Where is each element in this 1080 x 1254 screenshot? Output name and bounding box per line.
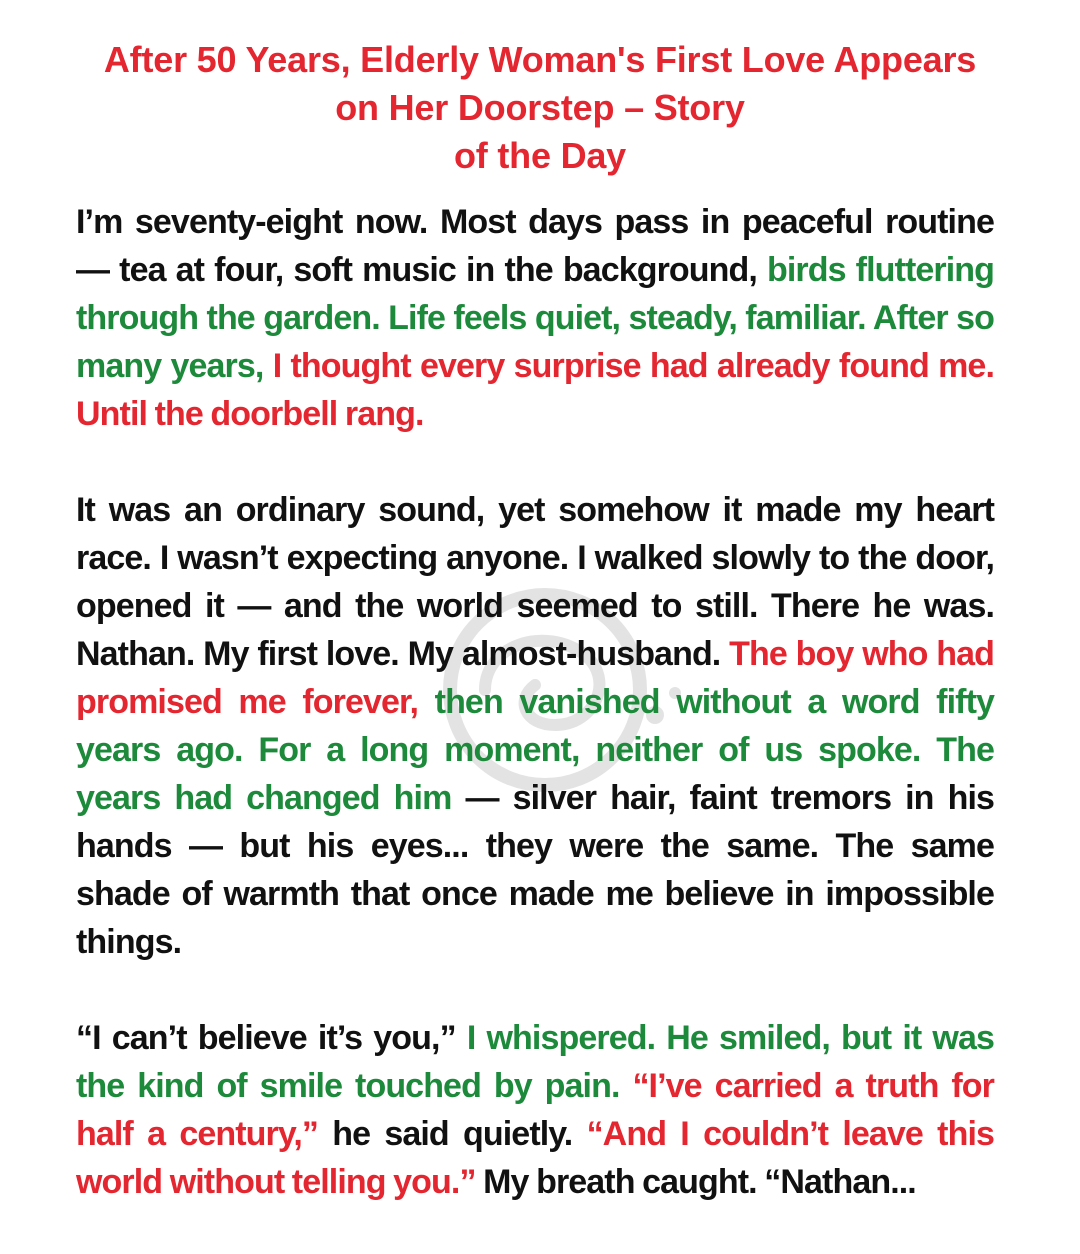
story-text-red: The boy who had promised me forever, xyxy=(76,635,994,721)
story-paragraph xyxy=(76,1014,994,1206)
story-paragraph xyxy=(76,198,994,438)
story-text-black: It was an ordinary sound, yet somehow it made my heart race. I wasn’t expecting anyone. I walked slowly to the door, opened it — and the world seemed to still. There he was. Nathan. My first love. My almost-husband. xyxy=(76,491,994,673)
story-body xyxy=(76,198,994,1254)
story-text-green: then vanished without a word fifty years ago. For a long moment, neither of us spoke. The years had changed him xyxy=(76,683,995,817)
story-text-red: “And I couldn’t leave this world without telling you.” xyxy=(76,1115,995,1201)
story-text-red: I thought every surprise had already found me. Until the doorbell rang. xyxy=(76,347,994,433)
story-text-red: “I’ve carried a truth for half a century,” xyxy=(76,1067,994,1153)
story-text-black: — silver hair, faint tremors in his hands — but his eyes... they were the same. The same shade of warmth that once made me believe in impossible things. xyxy=(76,779,994,961)
story-text-black: I’m seventy-eight now. Most days pass in peaceful routine — tea at four, soft music in the background, xyxy=(76,203,994,289)
story-paragraph xyxy=(76,486,994,966)
title-line: After 50 Years, Elderly Woman's First Love Appears xyxy=(103,39,977,80)
story-text-black: “I can’t believe it’s you,” xyxy=(76,1019,467,1057)
story-text-green: birds fluttering through the garden. Life feels quiet, steady, familiar. After so many years, xyxy=(76,251,994,385)
title-line: on Her Doorstep – Story xyxy=(335,87,745,128)
story-text-black: he said quietly. xyxy=(332,1115,587,1153)
title-line: of the Day xyxy=(453,135,627,176)
story-text-black: My breath caught. “Nathan... xyxy=(483,1163,916,1201)
story-title xyxy=(60,36,1020,180)
story-text-green: I whispered. He smiled, but it was the kind of smile touched by pain. xyxy=(76,1019,994,1105)
